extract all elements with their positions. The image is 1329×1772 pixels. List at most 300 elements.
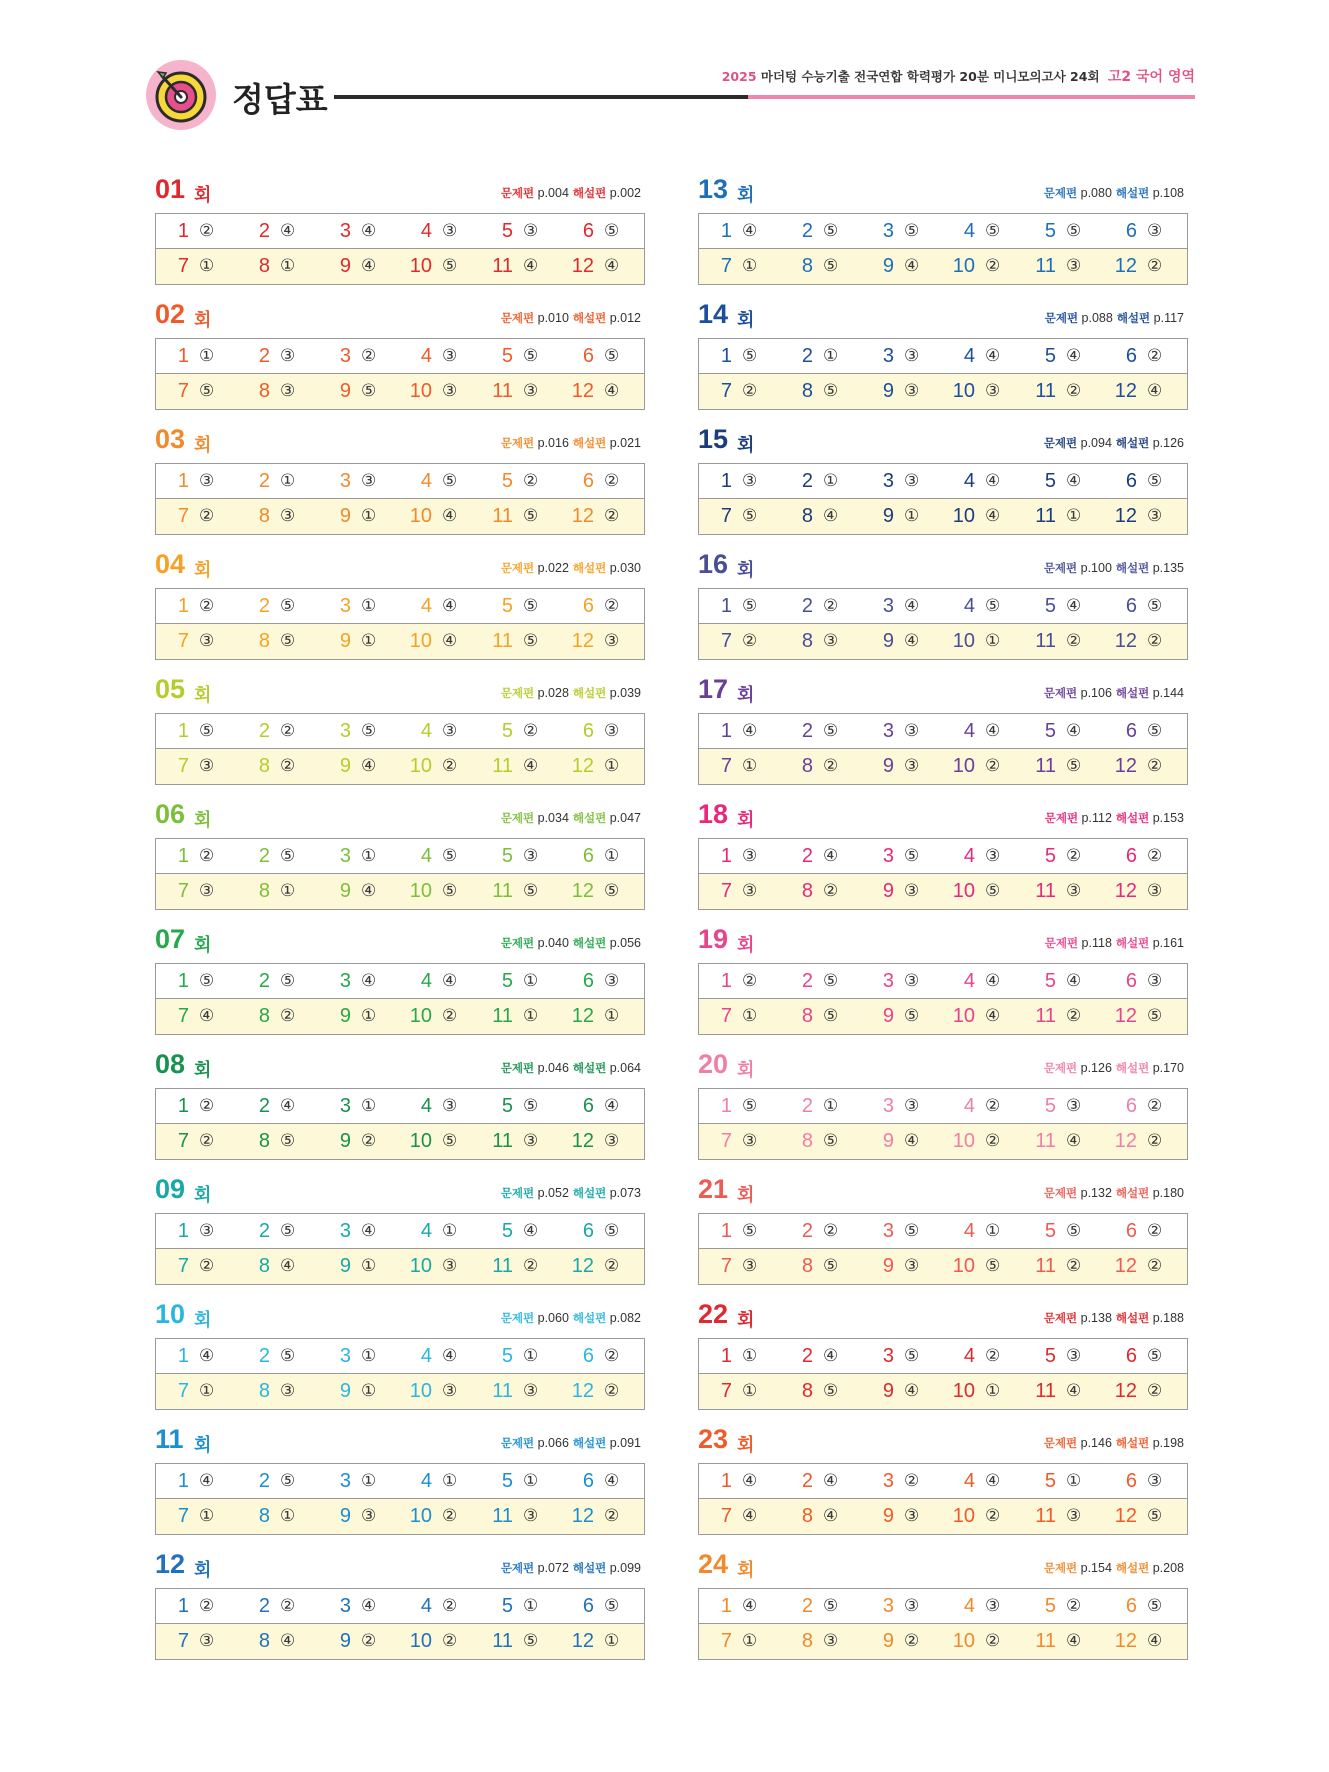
set-suffix: 회: [194, 810, 212, 831]
answer-choice: ②: [199, 1256, 215, 1276]
solution-label: 해설편: [572, 1561, 607, 1575]
answer-choice: ④: [280, 1256, 296, 1276]
set-page-refs: [1045, 810, 1188, 826]
answer-cell: [942, 749, 1023, 784]
set-page-refs: [1044, 1560, 1188, 1576]
answer-choice: ④: [199, 1346, 215, 1366]
answer-choice: ②: [199, 1596, 215, 1616]
solution-page: p.082: [609, 1311, 641, 1325]
question-number: 5: [1044, 1470, 1056, 1492]
answer-cell: [156, 1589, 237, 1624]
answer-choice: ①: [742, 1346, 758, 1366]
set-number: 20: [698, 1049, 729, 1079]
answer-choice: ①: [742, 1631, 758, 1651]
answer-choice: ③: [280, 1381, 296, 1401]
answer-cell: [780, 249, 861, 284]
answer-choice: ⑤: [904, 1221, 920, 1241]
answer-cell: [237, 1464, 318, 1499]
question-number: 11: [492, 380, 513, 402]
answer-choice: ③: [904, 1256, 920, 1276]
answer-cell: [942, 1624, 1023, 1659]
answer-cell: [780, 964, 861, 999]
question-number: 5: [1044, 345, 1056, 367]
question-number: 11: [1035, 1130, 1056, 1152]
question-number: 11: [492, 505, 513, 527]
answer-cell: [399, 1214, 480, 1249]
set-page-refs: [501, 435, 645, 451]
answer-cell: [237, 964, 318, 999]
answer-cell: [237, 1249, 318, 1284]
set-suffix: 회: [737, 685, 755, 706]
answer-choice: ①: [199, 346, 215, 366]
answer-cell: [1104, 1339, 1185, 1374]
answer-row: [156, 339, 644, 374]
question-number: 4: [420, 1470, 432, 1492]
question-number: 1: [177, 1220, 189, 1242]
set-number: 21: [698, 1174, 729, 1204]
set-suffix: 회: [194, 185, 212, 206]
answer-set: [155, 422, 645, 547]
answer-choice: ④: [1066, 346, 1082, 366]
set-page-refs: [501, 1185, 645, 1201]
answer-choice: ④: [1066, 596, 1082, 616]
answer-cell: [861, 1249, 942, 1284]
answer-choice: ③: [604, 971, 620, 991]
problem-page: p.046: [537, 1061, 569, 1075]
answer-cell: [480, 999, 561, 1034]
answer-cell: [156, 464, 237, 499]
answer-cell: [1023, 1464, 1104, 1499]
answer-cell: [561, 1499, 642, 1534]
answer-choice: ③: [280, 506, 296, 526]
answer-cell: [156, 214, 237, 249]
answer-cell: [399, 339, 480, 374]
solution-label: 해설편: [572, 1311, 607, 1325]
answer-cell: [318, 624, 399, 659]
answer-choice: ③: [904, 1596, 920, 1616]
answer-choice: ③: [604, 721, 620, 741]
problem-label: 문제편: [500, 686, 535, 700]
answer-set: [698, 547, 1188, 672]
answer-choice: ④: [442, 596, 458, 616]
problem-page: p.016: [537, 436, 569, 450]
answer-cell: [561, 499, 642, 534]
question-number: 8: [258, 1380, 270, 1402]
answer-choice: ①: [523, 1346, 539, 1366]
answer-choice: ⑤: [442, 881, 458, 901]
answer-choice: ④: [361, 1596, 377, 1616]
solution-label: 해설편: [1115, 1436, 1150, 1450]
question-number: 7: [177, 1005, 189, 1027]
answer-cell: [318, 999, 399, 1034]
answer-row: [699, 499, 1187, 534]
answer-cell: [156, 1499, 237, 1534]
answer-cell: [156, 1464, 237, 1499]
question-number: 1: [720, 1470, 732, 1492]
answer-cell: [942, 839, 1023, 874]
answer-set: [155, 1547, 645, 1672]
solution-label: 해설편: [1115, 936, 1150, 950]
set-number: 11: [155, 1424, 184, 1454]
page-header: [0, 0, 1329, 140]
question-number: 8: [801, 1380, 813, 1402]
answer-cell: [942, 214, 1023, 249]
answer-choice: ③: [199, 1221, 215, 1241]
answer-cell: [861, 464, 942, 499]
question-number: 8: [258, 1005, 270, 1027]
answer-choice: ④: [280, 1631, 296, 1651]
answer-cell: [156, 1214, 237, 1249]
answer-choice: ②: [1066, 1596, 1082, 1616]
answer-cell: [699, 624, 780, 659]
answer-cell: [1023, 374, 1104, 409]
answer-cell: [318, 964, 399, 999]
question-number: 4: [963, 1220, 975, 1242]
question-number: 6: [582, 595, 594, 617]
question-number: 4: [963, 595, 975, 617]
question-number: 9: [882, 1505, 894, 1527]
question-number: 6: [1125, 220, 1137, 242]
set-page-refs: [1044, 435, 1188, 451]
question-number: 12: [571, 1005, 594, 1027]
question-number: 12: [1114, 380, 1137, 402]
question-number: 2: [258, 720, 270, 742]
set-header: [698, 1172, 1188, 1206]
answer-cell: [942, 249, 1023, 284]
answer-choice: ⑤: [523, 1096, 539, 1116]
answer-cell: [399, 1124, 480, 1159]
answer-row: [156, 1249, 644, 1284]
answer-choice: ④: [904, 631, 920, 651]
answer-choice: ③: [1066, 256, 1082, 276]
question-number: 9: [882, 1005, 894, 1027]
answer-set: [698, 1547, 1188, 1672]
question-number: 3: [882, 595, 894, 617]
set-header: [698, 1547, 1188, 1581]
answer-choice: ⑤: [442, 256, 458, 276]
answer-cell: [861, 589, 942, 624]
answer-choice: ③: [904, 346, 920, 366]
answer-choice: ⑤: [523, 1631, 539, 1651]
answer-cell: [318, 749, 399, 784]
answer-choice: ③: [904, 721, 920, 741]
solution-label: 해설편: [1115, 436, 1150, 450]
answer-choice: ④: [361, 971, 377, 991]
question-number: 1: [720, 970, 732, 992]
question-number: 2: [258, 1470, 270, 1492]
question-number: 1: [177, 845, 189, 867]
answer-cell: [399, 374, 480, 409]
question-number: 4: [963, 220, 975, 242]
set-header: [698, 672, 1188, 706]
question-number: 12: [571, 505, 594, 527]
question-number: 11: [492, 755, 513, 777]
answer-choice: ①: [361, 596, 377, 616]
answer-choice: ⑤: [742, 1221, 758, 1241]
answer-cell: [399, 214, 480, 249]
question-number: 9: [339, 255, 351, 277]
answer-row: [699, 1589, 1187, 1624]
set-header: [698, 922, 1188, 956]
answer-choice: ②: [985, 256, 1001, 276]
answer-cell: [480, 1339, 561, 1374]
answer-cell: [480, 1214, 561, 1249]
question-number: 9: [882, 505, 894, 527]
question-number: 8: [801, 1630, 813, 1652]
solution-label: 해설편: [572, 186, 607, 200]
answer-choice: ③: [904, 381, 920, 401]
question-number: 11: [1035, 1505, 1056, 1527]
answer-choice: ③: [523, 846, 539, 866]
answer-choice: ④: [361, 881, 377, 901]
answer-row: [699, 589, 1187, 624]
question-number: 12: [1114, 1130, 1137, 1152]
answer-choice: ②: [985, 1506, 1001, 1526]
question-number: 9: [339, 380, 351, 402]
answer-choice: ④: [1066, 471, 1082, 491]
question-number: 2: [258, 595, 270, 617]
question-number: 11: [1035, 630, 1056, 652]
answer-set: [155, 922, 645, 1047]
question-number: 5: [501, 1095, 513, 1117]
answer-cell: [780, 1124, 861, 1159]
answer-cell: [561, 1124, 642, 1159]
answer-cell: [399, 714, 480, 749]
answer-choice: ④: [742, 1506, 758, 1526]
set-number: 07: [155, 924, 186, 954]
answer-choice: ①: [823, 1096, 839, 1116]
answer-cell: [699, 1249, 780, 1284]
answer-choice: ⑤: [985, 221, 1001, 241]
set-page-refs: [501, 1310, 645, 1326]
answer-choice: ②: [904, 1471, 920, 1491]
set-suffix: 회: [194, 1310, 212, 1331]
answer-cell: [1023, 624, 1104, 659]
answer-choice: ④: [523, 256, 539, 276]
question-number: 8: [801, 630, 813, 652]
answer-choice: ①: [199, 1381, 215, 1401]
problem-page: p.106: [1080, 686, 1112, 700]
answer-choice: ②: [199, 1096, 215, 1116]
answer-choice: ①: [523, 1006, 539, 1026]
question-number: 1: [720, 1220, 732, 1242]
question-number: 10: [952, 1005, 975, 1027]
answer-row: [156, 1499, 644, 1534]
answer-choice: ⑤: [904, 846, 920, 866]
set-header: [698, 797, 1188, 831]
answer-cell: [1023, 339, 1104, 374]
answer-row: [699, 1249, 1187, 1284]
answer-choice: ④: [985, 1006, 1001, 1026]
answer-row: [156, 249, 644, 284]
answer-choice: ③: [442, 346, 458, 366]
answer-choice: ④: [985, 1471, 1001, 1491]
answer-cell: [318, 374, 399, 409]
question-number: 6: [582, 970, 594, 992]
set-header: [698, 422, 1188, 456]
answer-cell: [561, 1464, 642, 1499]
solution-page: p.012: [609, 311, 641, 325]
answer-choice: ②: [823, 1221, 839, 1241]
answer-row: [156, 374, 644, 409]
answer-grid: [155, 963, 645, 1035]
answer-cell: [1023, 589, 1104, 624]
set-number: 22: [698, 1299, 729, 1329]
answer-choice: ③: [742, 1131, 758, 1151]
answer-cell: [1104, 964, 1185, 999]
answer-cell: [156, 1374, 237, 1409]
answer-cell: [780, 339, 861, 374]
answer-grid: [698, 213, 1188, 285]
answer-cell: [561, 339, 642, 374]
problem-page: p.052: [537, 1186, 569, 1200]
answer-cell: [399, 1249, 480, 1284]
answer-row: [699, 1124, 1187, 1159]
question-number: 10: [409, 1380, 432, 1402]
set-header: [155, 297, 645, 331]
solution-page: p.153: [1152, 811, 1184, 825]
answer-cell: [237, 214, 318, 249]
answer-choice: ⑤: [823, 221, 839, 241]
set-suffix: 회: [737, 435, 755, 456]
question-number: 6: [1125, 1345, 1137, 1367]
answer-cell: [399, 1089, 480, 1124]
answer-cell: [861, 214, 942, 249]
answer-cell: [237, 1214, 318, 1249]
question-number: 4: [420, 1595, 432, 1617]
solution-page: p.135: [1152, 561, 1184, 575]
answer-choice: ④: [361, 1221, 377, 1241]
question-number: 1: [720, 220, 732, 242]
answer-choice: ③: [823, 1631, 839, 1651]
answer-choice: ⑤: [199, 381, 215, 401]
question-number: 10: [952, 1630, 975, 1652]
answer-cell: [1104, 339, 1185, 374]
question-number: 1: [177, 1095, 189, 1117]
answer-choice: ④: [604, 381, 620, 401]
answer-choice: ③: [199, 756, 215, 776]
solution-label: 해설편: [1116, 311, 1151, 325]
answer-choice: ⑤: [904, 221, 920, 241]
answer-choice: ②: [442, 756, 458, 776]
set-header: [698, 547, 1188, 581]
set-suffix: 회: [194, 435, 212, 456]
problem-page: p.118: [1081, 936, 1112, 950]
answer-choice: ④: [742, 1596, 758, 1616]
answer-cell: [1104, 1249, 1185, 1284]
question-number: 3: [882, 1220, 894, 1242]
question-number: 7: [720, 755, 732, 777]
answer-cell: [1104, 1124, 1185, 1159]
solution-page: p.170: [1152, 1061, 1184, 1075]
answer-choice: ③: [742, 846, 758, 866]
question-number: 3: [882, 1345, 894, 1367]
answer-cell: [699, 1589, 780, 1624]
answer-choice: ⑤: [1147, 721, 1163, 741]
question-number: 8: [258, 1130, 270, 1152]
solution-page: p.161: [1152, 936, 1184, 950]
question-number: 11: [1035, 380, 1056, 402]
question-number: 3: [339, 595, 351, 617]
problem-page: p.146: [1080, 1436, 1112, 1450]
answer-cell: [942, 1089, 1023, 1124]
answer-choice: ⑤: [1147, 1596, 1163, 1616]
answer-choice: ②: [199, 846, 215, 866]
set-header: [155, 1172, 645, 1206]
answer-cell: [1023, 839, 1104, 874]
question-number: 8: [801, 880, 813, 902]
answer-set: [155, 672, 645, 797]
solution-page: p.144: [1152, 686, 1184, 700]
answer-cell: [156, 714, 237, 749]
answer-cell: [861, 1374, 942, 1409]
answer-choice: ①: [523, 1596, 539, 1616]
answer-choice: ④: [904, 1381, 920, 1401]
set-page-refs: [1044, 1435, 1188, 1451]
answer-cell: [156, 624, 237, 659]
set-header: [698, 1047, 1188, 1081]
question-number: 7: [720, 880, 732, 902]
answer-cell: [780, 1499, 861, 1534]
question-number: 5: [1044, 220, 1056, 242]
answer-cell: [1104, 1089, 1185, 1124]
question-number: 8: [258, 380, 270, 402]
answer-grid: [698, 838, 1188, 910]
answer-choice: ①: [985, 1381, 1001, 1401]
subtitle-year: 2025: [721, 69, 757, 84]
answer-cell: [942, 374, 1023, 409]
problem-label: 문제편: [1043, 1186, 1078, 1200]
answer-row: [699, 339, 1187, 374]
question-number: 10: [409, 380, 432, 402]
problem-label: 문제편: [500, 1311, 535, 1325]
question-number: 7: [720, 1255, 732, 1277]
answer-choice: ②: [280, 1006, 296, 1026]
answer-cell: [318, 1214, 399, 1249]
question-number: 5: [1044, 720, 1056, 742]
question-number: 4: [420, 1345, 432, 1367]
answer-cell: [480, 499, 561, 534]
answer-row: [156, 464, 644, 499]
answer-choice: ③: [904, 1506, 920, 1526]
answer-cell: [861, 1089, 942, 1124]
answer-choice: ④: [985, 346, 1001, 366]
answer-cell: [399, 839, 480, 874]
question-number: 5: [501, 970, 513, 992]
solution-label: 해설편: [1115, 686, 1150, 700]
question-number: 2: [801, 1220, 813, 1242]
answer-choice: ③: [904, 881, 920, 901]
question-number: 2: [801, 845, 813, 867]
set-suffix: 회: [737, 1560, 755, 1581]
solution-page: p.039: [609, 686, 641, 700]
answer-cell: [1023, 214, 1104, 249]
answer-cell: [780, 374, 861, 409]
answer-choice: ⑤: [1147, 471, 1163, 491]
answer-choice: ③: [904, 971, 920, 991]
question-number: 11: [1035, 1380, 1056, 1402]
answer-choice: ⑤: [199, 721, 215, 741]
answer-choice: ①: [361, 1471, 377, 1491]
set-suffix: 회: [737, 310, 755, 331]
answer-cell: [861, 1589, 942, 1624]
answer-cell: [399, 1499, 480, 1534]
answer-choice: ③: [442, 1381, 458, 1401]
answer-cell: [318, 874, 399, 909]
set-suffix: 회: [194, 1435, 212, 1456]
question-number: 7: [177, 1630, 189, 1652]
answer-choice: ①: [1066, 1471, 1082, 1491]
